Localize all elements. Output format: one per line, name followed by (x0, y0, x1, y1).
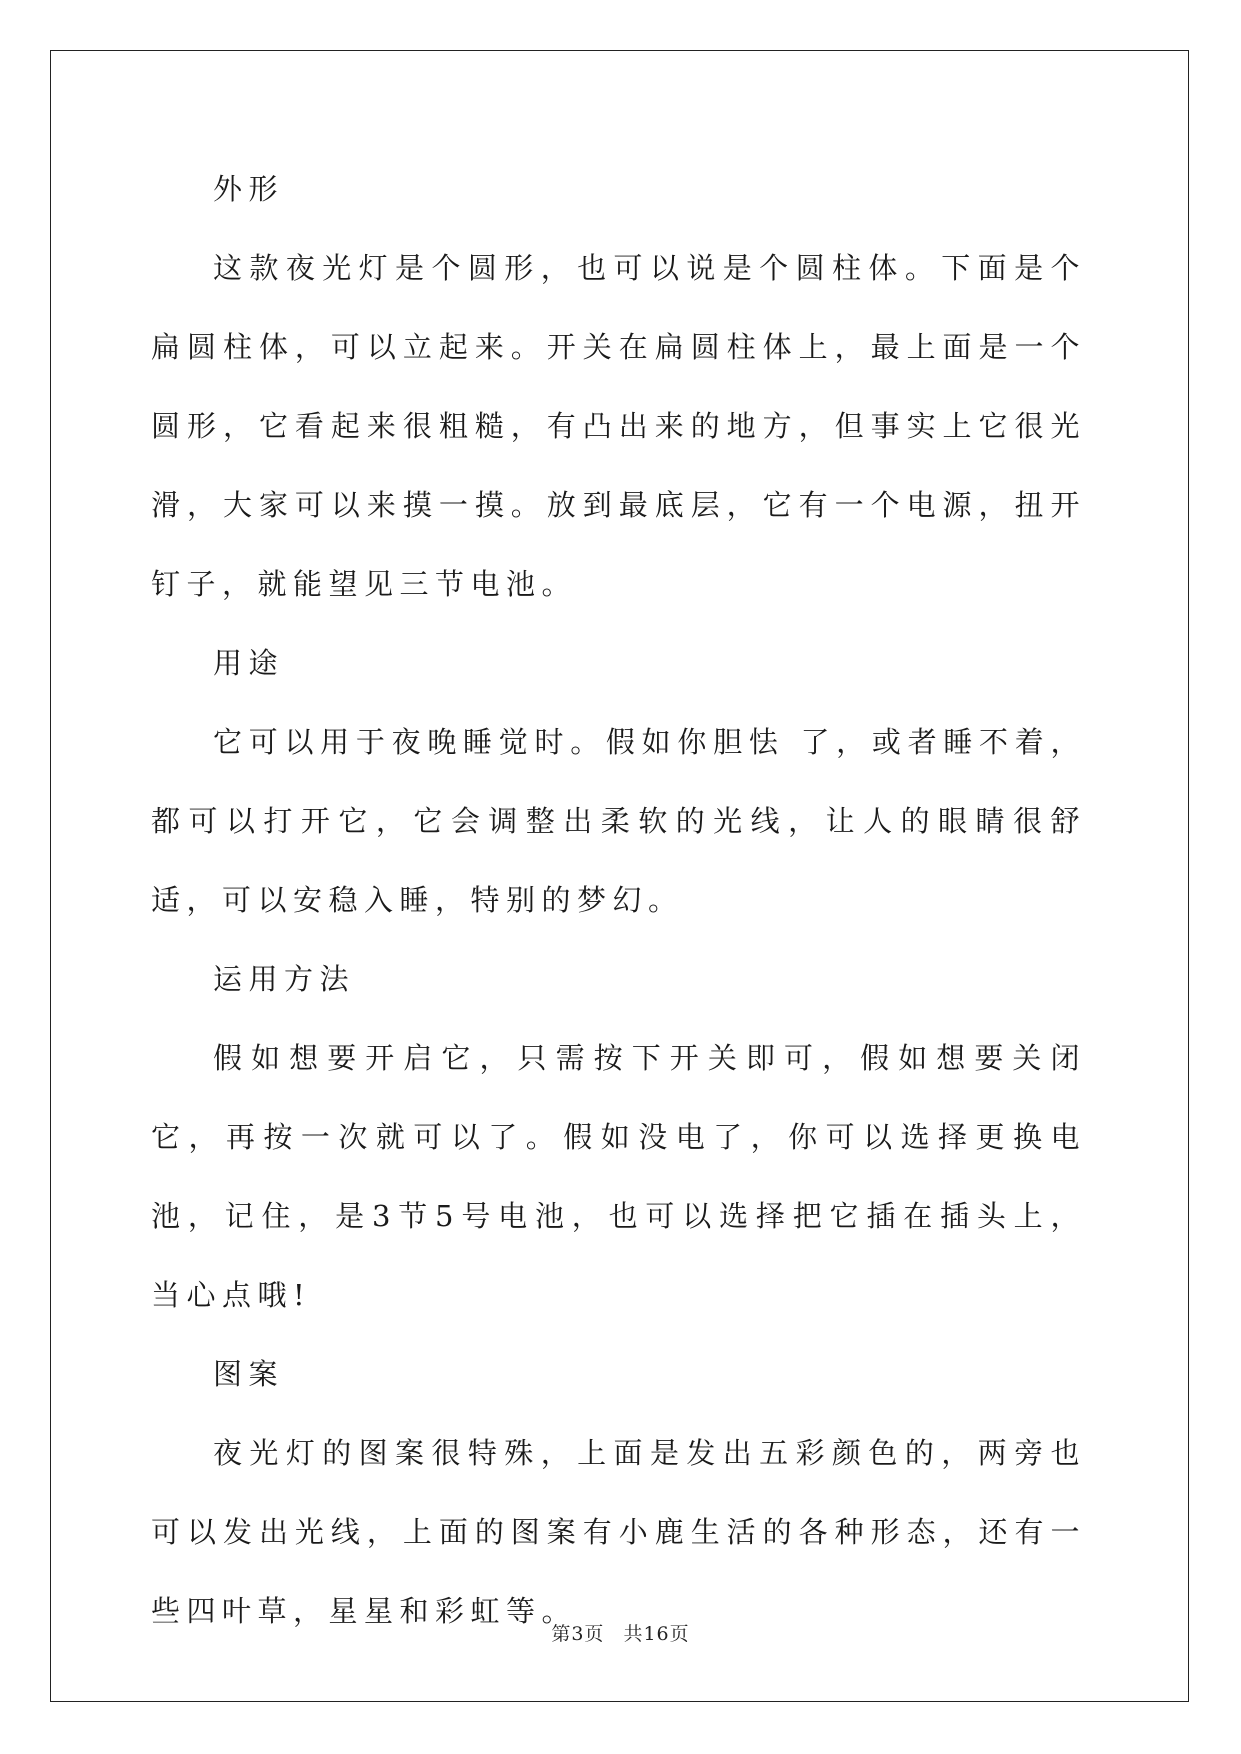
section-paragraph-method: 假如想要开启它，只需按下开关即可，假如想要关闭它，再按一次就可以了。假如没电了，你可以选择更换电池，记住，是3节5号电池，也可以选择把它插在插头上，当心点哦! (151, 1041, 1086, 1312)
document-body (151, 150, 1086, 1651)
section-heading-usage: 用途 (213, 646, 285, 680)
section-heading-appearance: 外形 (213, 172, 285, 206)
section-heading-pattern: 图案 (213, 1357, 285, 1391)
page-number: 第3页 (551, 1623, 605, 1645)
page-total: 共16页 (623, 1623, 690, 1645)
section-paragraph-usage: 它可以用于夜晚睡觉时。假如你胆怯 了，或者睡不着，都可以打开它，它会调整出柔软的光线，让人的眼睛很舒适，可以安稳入睡，特别的梦幻。 (151, 725, 1086, 917)
section-paragraph-appearance: 这款夜光灯是个圆形，也可以说是个圆柱体。下面是个扁圆柱体，可以立起来。开关在扁圆柱体上，最上面是一个圆形，它看起来很粗糙，有凸出来的地方，但事实上它很光滑，大家可以来摸一摸。放到最底层，它有一个电源，扭开钉子，就能望见三节电池。 (151, 251, 1086, 601)
section-paragraph-pattern: 夜光灯的图案很特殊，上面是发出五彩颜色的，两旁也可以发出光线，上面的图案有小鹿生活的各种形态，还有一些四叶草，星星和彩虹等。 (151, 1436, 1086, 1628)
section-heading-method: 运用方法 (213, 962, 356, 996)
page-footer (0, 1619, 1241, 1646)
